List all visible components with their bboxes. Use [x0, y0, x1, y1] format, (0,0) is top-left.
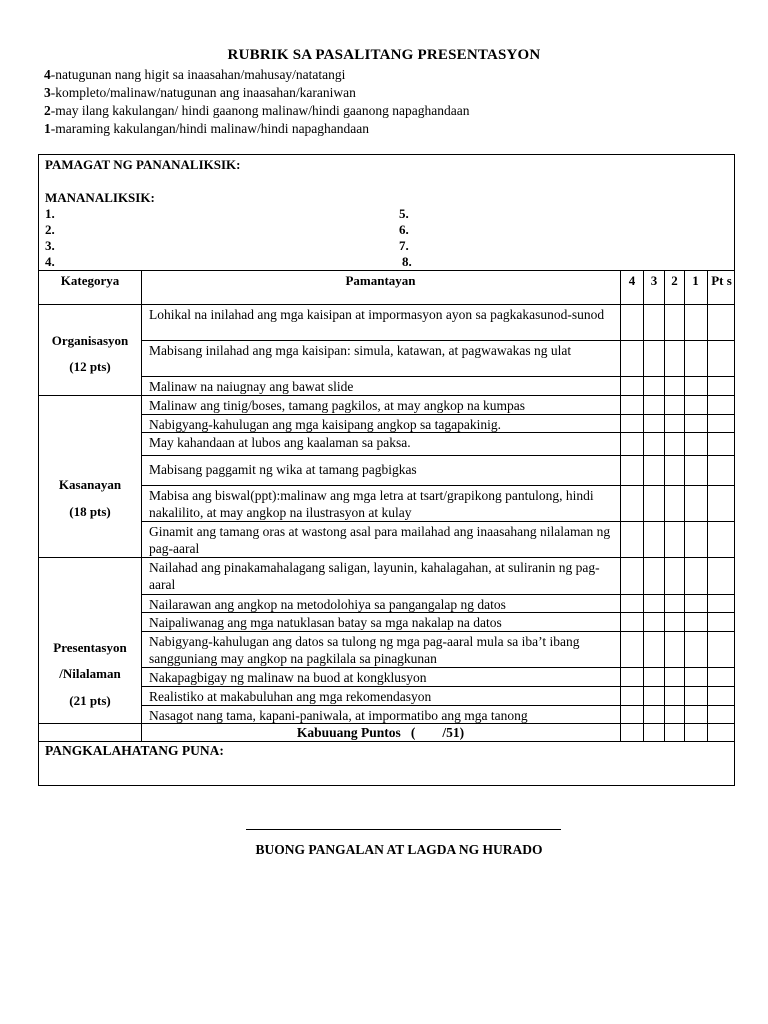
category-organisasyon: Organisasyon [51, 333, 129, 348]
criterion-row: Nailarawan ang angkop na metodolohiya sa pangangalap ng datos [149, 597, 506, 612]
category-organisasyon-points: (12 pts) [69, 359, 111, 374]
legend-item-3 [44, 84, 356, 102]
legend-text: -may ilang kakulangan/ hindi gaanong malinaw/hindi gaanong napaghandaan [50, 103, 470, 118]
column-header-category: Kategorya [60, 273, 120, 288]
criterion-row: Ginamit ang tamang oras at wastong asal para mailahad ang inaasahang nilalaman ng pag-aaral [149, 524, 611, 556]
criterion-row: May kahandaan at lubos ang kaalaman sa paksa. [149, 435, 411, 450]
criterion-row: Malinaw na naiugnay ang bawat slide [149, 379, 354, 394]
grid-line [141, 340, 734, 341]
researcher-number-8: 8. [402, 254, 412, 269]
researcher-number-5: 5. [399, 206, 409, 221]
legend-text: -kompleto/malinaw/natugunan ang inaasahan/karaniwan [50, 85, 356, 100]
category-presentasyon-points: (21 pts) [69, 693, 111, 708]
column-header-criteria: Pamantayan [345, 273, 416, 288]
column-header-score-1: 1 [692, 273, 699, 288]
grid-line [643, 270, 644, 741]
criterion-row: Realistiko at makabuluhan ang mga rekomendasyon [149, 689, 432, 704]
category-kasanayan: Kasanayan [58, 477, 122, 492]
criterion-row: Nabigyang-kahulugan ang mga kaisipang angkop sa tagapakinig. [149, 417, 502, 432]
grid-line [141, 705, 734, 706]
criterion-row: Nakapagbigay ng malinaw na buod at kongklusyon [149, 670, 427, 685]
criterion-row: Nabigyang-kahulugan ang datos sa tulong ng mga pag-aaral mula sa iba’t ibang sangguniang may angkop na pagkilala sa pinagkunan [149, 634, 580, 666]
grid-line [684, 270, 685, 741]
comments-label: PANGKALAHATANG PUNA: [45, 743, 224, 758]
grid-line [141, 612, 734, 613]
researcher-label: MANANALIKSIK: [45, 190, 155, 205]
total-points: Kabuuang Puntos ( /51) [296, 725, 465, 740]
researcher-number-7: 7. [399, 238, 409, 253]
criterion-row: Mabisa ang biswal(ppt):malinaw ang mga letra at tsart/grapikong pantulong, hindi nakalilito, at may angkop na ilustrasyon at kulay [149, 488, 594, 520]
grid-line [141, 414, 734, 415]
grid-line [39, 557, 734, 558]
grid-line [39, 723, 734, 724]
legend-item-1 [44, 120, 369, 138]
grid-line [620, 270, 621, 741]
grid-line [141, 631, 734, 632]
signature-line [246, 829, 561, 830]
category-kasanayan-points: (18 pts) [69, 504, 111, 519]
legend-score: 2 [44, 103, 51, 118]
legend-item-4 [44, 66, 345, 84]
grid-line [39, 741, 734, 742]
grid-line [39, 270, 734, 271]
criterion-row: Mabisang inilahad ang mga kaisipan: simula, katawan, at pagwawakas ng ulat [149, 343, 572, 358]
research-title-label: PAMAGAT NG PANANALIKSIK: [45, 157, 241, 172]
grid-line [141, 455, 734, 456]
researcher-number-3: 3. [45, 238, 55, 253]
column-header-score-3: 3 [650, 273, 658, 288]
legend-score: 1 [44, 121, 51, 136]
grid-line [141, 686, 734, 687]
legend-score: 3 [44, 85, 51, 100]
grid-line [141, 485, 734, 486]
page-title: RUBRIK SA PASALITANG PRESENTASYON [227, 47, 541, 63]
column-header-score-4: 4 [628, 273, 636, 288]
grid-line [39, 304, 734, 305]
criterion-row: Mabisang paggamit ng wika at tamang pagbigkas [149, 462, 417, 477]
criterion-row: Naipaliwanag ang mga natuklasan batay sa mga nakalap na datos [149, 615, 502, 630]
criterion-row: Malinaw ang tinig/boses, tamang pagkilos, at may angkop na kumpas [149, 398, 526, 413]
grid-line [141, 521, 734, 522]
criterion-row: Nailahad ang pinakamahalagang saligan, layunin, kahalagahan, at suliranin ng pag-aaral [149, 560, 600, 592]
grid-line [39, 395, 734, 396]
grid-line [664, 270, 665, 741]
legend-text: -natugunan nang higit sa inaasahan/mahusay/natatangi [50, 67, 346, 82]
researcher-number-6: 6. [399, 222, 409, 237]
legend-text: -maraming kakulangan/hindi malinaw/hindi napaghandaan [50, 121, 370, 136]
grid-line [141, 594, 734, 595]
legend-item-2 [44, 102, 470, 120]
grid-line [707, 270, 708, 741]
category-presentasyon: Presentasyon [53, 640, 127, 655]
researcher-number-2: 2. [45, 222, 55, 237]
legend-score: 4 [44, 67, 51, 82]
rubric-table [38, 154, 735, 786]
grid-line [141, 270, 142, 741]
category-nilalaman: /Nilalaman [59, 666, 121, 681]
criterion-row: Nasagot nang tama, kapani-paniwala, at impormatibo ang mga tanong [149, 708, 528, 723]
signature-label: BUONG PANGALAN AT LAGDA NG HURADO [255, 842, 543, 857]
grid-line [141, 432, 734, 433]
grid-line [141, 667, 734, 668]
researcher-number-1: 1. [45, 206, 55, 221]
column-header-score-2: 2 [671, 273, 678, 288]
column-header-points: Pt s [711, 273, 732, 288]
researcher-number-4: 4. [45, 254, 55, 269]
grid-line [141, 376, 734, 377]
criterion-row: Lohikal na inilahad ang mga kaisipan at impormasyon ayon sa pagkakasunod-sunod [149, 307, 605, 322]
